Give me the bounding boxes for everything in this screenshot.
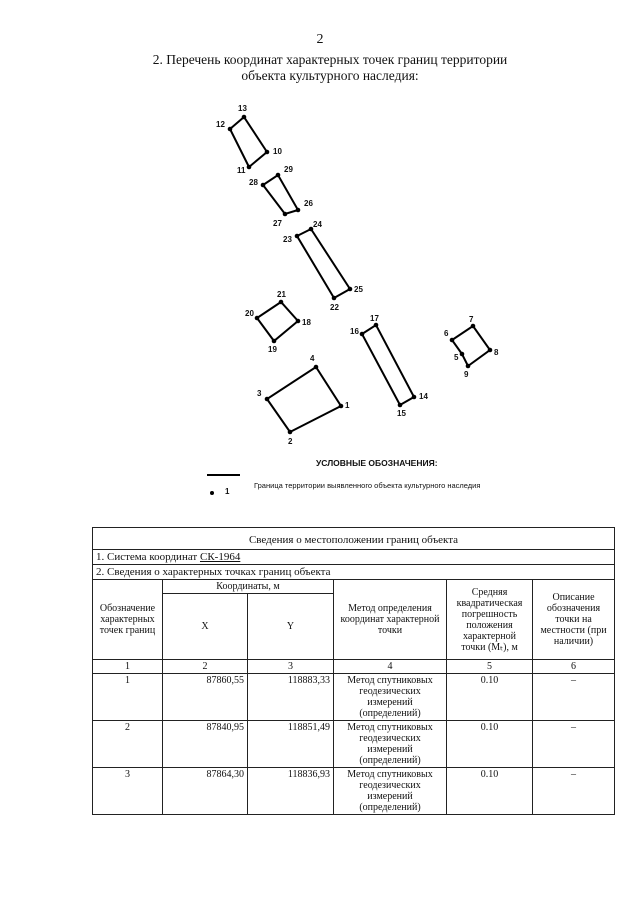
header-y: Y [248,594,334,660]
boundary-polygon [297,229,350,298]
boundary-point [296,319,301,324]
boundary-point [228,127,233,132]
point-label: 7 [469,315,474,324]
cell-method: Метод спутниковых геодезических измерений (определений) [334,721,447,768]
point-label: 15 [397,409,406,418]
boundary-point [412,395,417,400]
boundary-point [265,150,270,155]
cell-description: – [533,721,615,768]
cell-x: 87864,30 [163,768,248,815]
boundary-point [261,183,266,188]
legend-title: УСЛОВНЫЕ ОБОЗНАЧЕНИЯ: [316,458,438,468]
cell-description: – [533,768,615,815]
coordinate-system-label: 1. Система координат [96,551,200,563]
point-label: 3 [257,389,262,398]
coordinate-system-row [93,550,615,565]
cell-error: 0.10 [447,674,533,721]
boundary-point [339,404,344,409]
boundary-polygon [230,117,267,167]
header-error: Средняя квадратическая погрешность положения характерной точки (Mₜ), м [447,580,533,660]
cell-y: 118836,93 [248,768,334,815]
point-label: 6 [444,329,449,338]
point-label: 27 [273,219,282,228]
point-label: 21 [277,290,286,299]
point-label: 4 [310,354,315,363]
point-label: 23 [283,235,292,244]
table-row [93,768,615,815]
point-label: 8 [494,348,499,357]
point-label: 16 [350,327,359,336]
legend-point-label: 1 [225,487,230,496]
point-label: 14 [419,392,428,401]
boundary-polygon [263,175,298,214]
point-label: 28 [249,178,258,187]
page-number: 2 [316,32,324,47]
boundary-polygon [257,302,298,341]
boundary-point [295,234,300,239]
boundary-point [332,296,337,301]
header-point: Обозначение характерных точек границ [93,580,163,660]
point-label: 29 [284,165,293,174]
cell-y: 118851,49 [248,721,334,768]
coordinate-system-value: СК-1964 [199,551,241,563]
cell-method: Метод спутниковых геодезических измерений (определений) [334,768,447,815]
cell-error: 0.10 [447,721,533,768]
boundary-point [450,338,455,343]
boundary-point [488,348,493,353]
point-label: 17 [370,314,379,323]
point-label: 19 [268,345,277,354]
boundary-polygon [362,325,414,405]
boundary-point [265,397,270,402]
point-label: 2 [288,437,293,446]
cell-description: – [533,674,615,721]
boundary-point [272,339,277,344]
heading-line-1: 2. Перечень координат характерных точек границ территории [152,52,508,67]
point-label: 10 [273,147,282,156]
point-label: 20 [245,309,254,318]
col-number: 6 [533,660,615,674]
col-number: 1 [93,660,163,674]
legend-boundary-text: Граница территории выявленного объекта культурного наследия [254,481,481,490]
col-number: 2 [163,660,248,674]
cell-x: 87840,95 [163,721,248,768]
legend-point-icon [210,491,214,495]
boundary-point [242,115,247,120]
boundary-polygon [267,367,341,432]
boundary-point [374,323,379,328]
table-row [93,721,615,768]
header-method: Метод определения координат характерной точки [334,580,447,660]
col-number: 5 [447,660,533,674]
cell-method: Метод спутниковых геодезических измерений (определений) [334,674,447,721]
boundary-point [255,316,260,321]
point-label: 1 [345,401,350,410]
header-description: Описание обозначения точки на местности (при наличии) [533,580,615,660]
header-coords: Координаты, м [163,580,334,594]
boundary-point [288,430,293,435]
heading-line-2: объекта культурного наследия: [241,68,419,83]
boundary-point [276,173,281,178]
point-label: 26 [304,199,313,208]
point-label: 9 [464,370,469,379]
col-number: 3 [248,660,334,674]
boundary-point [398,403,403,408]
boundary-point [296,208,301,213]
boundary-point [279,300,284,305]
boundary-point [314,365,319,370]
point-label: 5 [454,353,459,362]
cell-y: 118883,33 [248,674,334,721]
boundary-point [348,287,353,292]
header-x: X [163,594,248,660]
legend-boundary-line [207,474,240,476]
boundary-point [283,212,288,217]
table-title: Сведения о местоположении границ объекта [93,528,615,550]
cell-point: 1 [93,674,163,721]
point-label: 13 [238,104,247,113]
cell-point: 2 [93,721,163,768]
col-number: 4 [334,660,447,674]
boundary-point [460,352,465,357]
point-label: 11 [237,166,246,175]
cell-x: 87860,55 [163,674,248,721]
point-label: 25 [354,285,363,294]
table-row [93,674,615,721]
point-label: 22 [330,303,339,312]
boundary-table [92,527,615,815]
boundary-point [247,165,252,170]
point-label: 12 [216,120,225,129]
point-label: 18 [302,318,311,327]
boundary-point [360,332,365,337]
cell-point: 3 [93,768,163,815]
boundary-point [471,324,476,329]
section-2-title: 2. Сведения о характерных точках границ объекта [93,565,615,580]
point-label: 24 [313,220,322,229]
cell-error: 0.10 [447,768,533,815]
boundary-point [466,364,471,369]
